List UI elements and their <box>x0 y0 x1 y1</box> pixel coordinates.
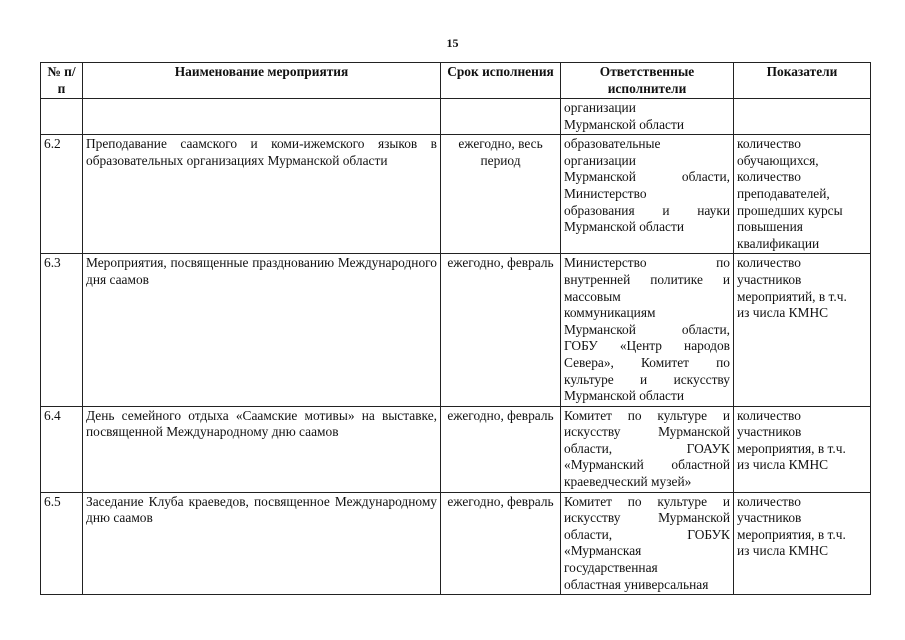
row-term: ежегодно, февраль <box>441 254 561 406</box>
cell-line: мероприятий, в т.ч. <box>737 288 847 304</box>
cell-line: организации <box>564 152 636 168</box>
cell-line: Министерство по <box>564 255 730 271</box>
cell-line: из числа КМНС <box>737 305 829 321</box>
cell-line: образовательные <box>564 136 661 152</box>
cell-line: области, ГОАУК <box>564 440 730 456</box>
cell-line: массовым <box>564 288 621 304</box>
page-number: 15 <box>446 36 459 50</box>
cell-line: количество <box>737 407 801 423</box>
cell-line: Мурманской области <box>564 388 684 404</box>
cell-line: квалификации <box>737 235 820 251</box>
cell-line: участников <box>737 510 802 526</box>
row-event-name: Мероприятия, посвященные празднованию Международного дня саамов <box>83 254 441 406</box>
header-name: Наименование мероприятия <box>83 63 441 99</box>
row-indicators <box>734 135 871 254</box>
events-table <box>40 62 871 595</box>
cell-line: областная универсальная <box>564 576 709 592</box>
header-num: № п/п <box>41 63 83 99</box>
cell-line: Комитет по культуре и <box>564 407 730 423</box>
cell-line: количество <box>737 136 801 152</box>
row-event-name: Преподавание саамского и коми-ижемского языков в образовательных организациях Мурманской области <box>83 135 441 254</box>
cell-line: из числа КМНС <box>737 457 829 473</box>
cell-line: Севера», Комитет по <box>564 354 730 370</box>
row-indicators <box>734 254 871 406</box>
cell-line: прошедших курсы <box>737 202 843 218</box>
row-event-name: Заседание Клуба краеведов, посвященное Международному дню саамов <box>83 492 441 595</box>
cell-line: участников <box>737 271 802 287</box>
cell-line: коммуникациям <box>564 305 656 321</box>
cell-line: «Мурманский областной <box>564 457 730 473</box>
row-number: 6.3 <box>41 254 83 406</box>
header-responsible: Ответственные исполнители <box>561 63 734 99</box>
cell-line: организации <box>564 100 636 115</box>
row-responsible <box>561 254 734 406</box>
row-event-name <box>83 99 441 135</box>
cell-line: области, ГОБУК <box>564 526 730 542</box>
cell-line: количество <box>737 255 801 271</box>
row-responsible <box>561 406 734 492</box>
table-row <box>41 254 871 406</box>
cell-line: Мурманской области <box>564 116 684 132</box>
cell-line: Мурманской области <box>564 219 684 235</box>
cell-line: искусству Мурманской <box>564 424 730 440</box>
table-row <box>41 135 871 254</box>
cell-line: искусству Мурманской <box>564 510 730 526</box>
row-responsible <box>561 135 734 254</box>
row-responsible <box>561 99 734 135</box>
row-responsible <box>561 492 734 595</box>
cell-line: участников <box>737 424 802 440</box>
cell-line: «Мурманская <box>564 543 642 559</box>
row-number: 6.4 <box>41 406 83 492</box>
row-indicators <box>734 99 871 135</box>
table-row <box>41 406 871 492</box>
cell-line: количество <box>737 169 801 185</box>
cell-line: ГОБУ «Центр народов <box>564 338 730 354</box>
row-number: 6.5 <box>41 492 83 595</box>
table-row <box>41 99 871 135</box>
table-body <box>41 99 871 595</box>
row-number: 6.2 <box>41 135 83 254</box>
row-indicators <box>734 492 871 595</box>
row-term: ежегодно, весь период <box>441 135 561 254</box>
cell-line: мероприятия, в т.ч. <box>737 526 846 542</box>
cell-line: образования и науки <box>564 202 730 218</box>
table-row <box>41 492 871 595</box>
cell-line: обучающихся, <box>737 152 819 168</box>
cell-line: краеведческий музей» <box>564 474 692 490</box>
row-indicators <box>734 406 871 492</box>
row-term <box>441 99 561 135</box>
cell-line: преподавателей, <box>737 185 830 201</box>
table-header-row <box>41 63 871 99</box>
row-term: ежегодно, февраль <box>441 406 561 492</box>
cell-line: государственная <box>564 560 658 576</box>
cell-line: культуре и искусству <box>564 371 730 387</box>
cell-line: внутренней политике и <box>564 271 730 287</box>
row-event-name: День семейного отдыха «Саамские мотивы» на выставке, посвященной Международному дню саамов <box>83 406 441 492</box>
cell-line: Комитет по культуре и <box>564 493 730 509</box>
row-term: ежегодно, февраль <box>441 492 561 595</box>
header-term: Срок исполнения <box>441 63 561 99</box>
cell-line: Министерство <box>564 185 647 201</box>
cell-line: Мурманской области, <box>564 321 730 337</box>
cell-line: из числа КМНС <box>737 543 829 559</box>
cell-line: количество <box>737 493 801 509</box>
cell-line: мероприятия, в т.ч. <box>737 440 846 456</box>
header-indicators: Показатели <box>734 63 871 99</box>
cell-line: Мурманской области, <box>564 169 730 185</box>
cell-line: повышения <box>737 219 803 235</box>
row-number <box>41 99 83 135</box>
